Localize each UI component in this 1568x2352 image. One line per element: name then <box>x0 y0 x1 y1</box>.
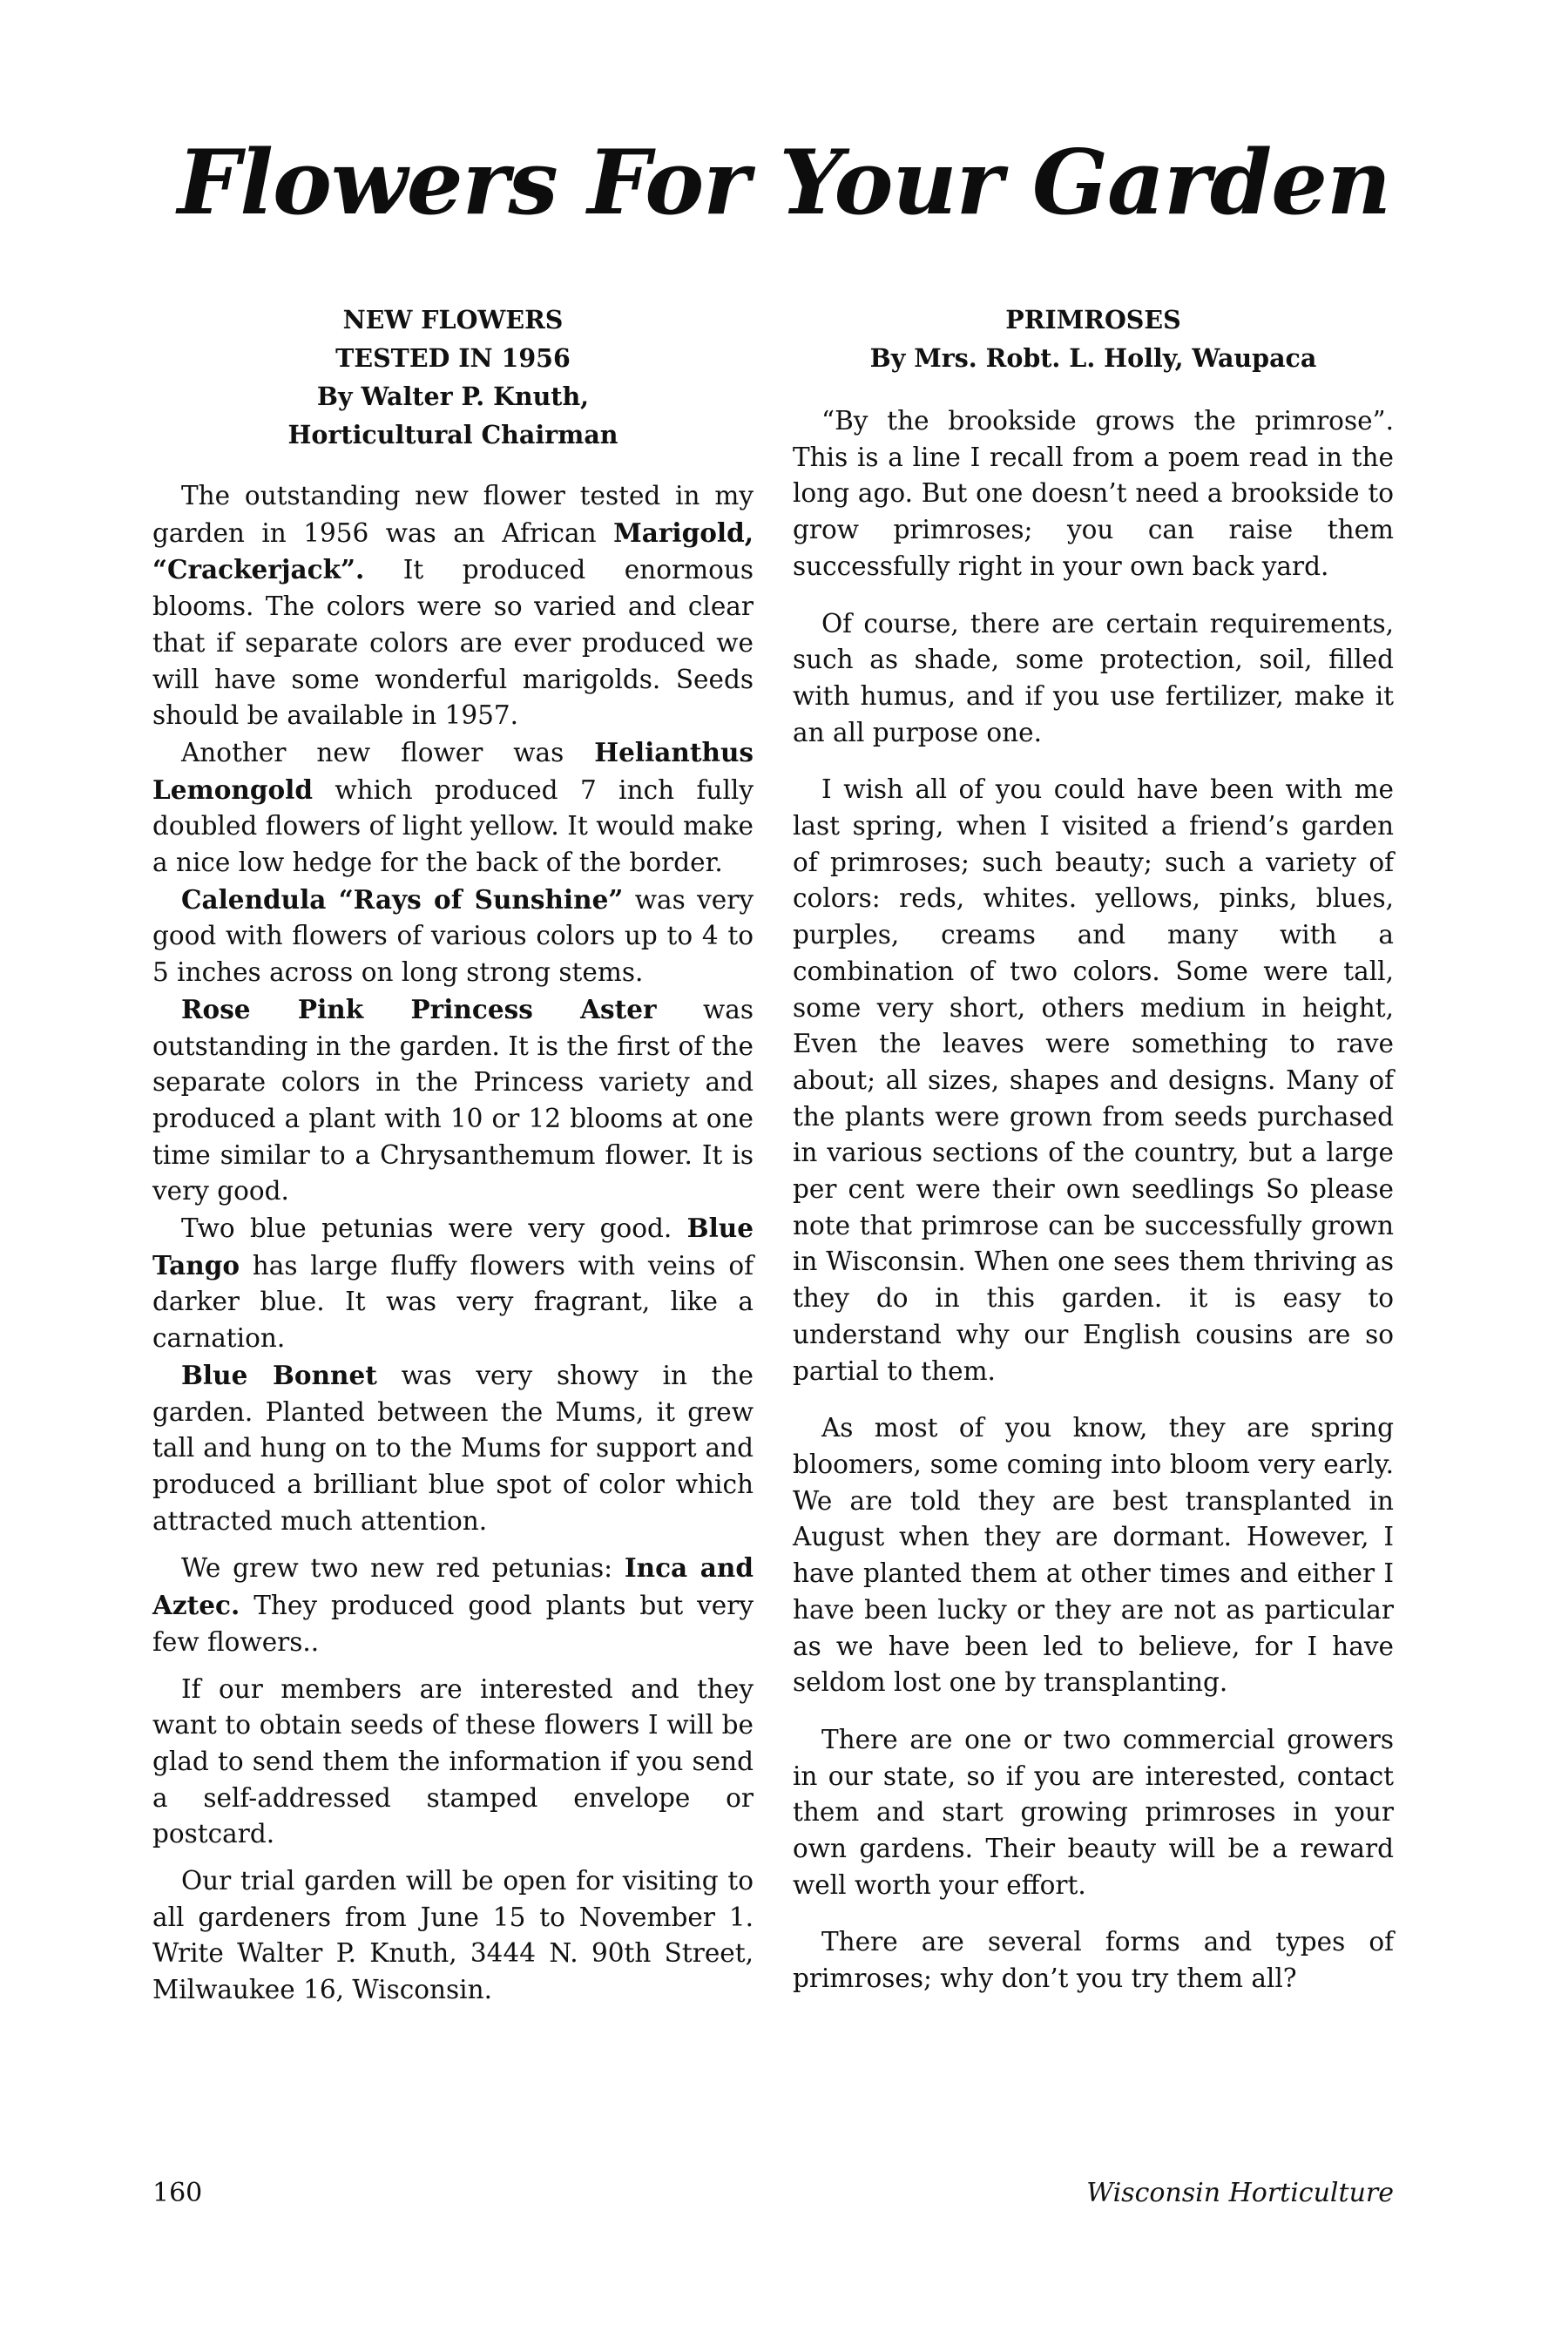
right-byline: By Mrs. Robt. L. Holly, Waupaca <box>869 343 1317 373</box>
bold-blue-bonnet: Blue Bonnet <box>181 1359 377 1390</box>
bold-blue-tango: Blue Tango <box>152 1213 754 1281</box>
left-article-heading <box>152 301 754 454</box>
page-title: Flowers For Your Garden <box>177 131 1391 235</box>
left-paragraph-5: Two blue petunias were very good. Blue Tango has large fluffy flowers with veins of darker blue. It was very fragrant, like a carnation. <box>152 1213 754 1354</box>
left-paragraph-1: The outstanding new flower tested in my garden in 1956 was an African Marigold, “Crackerjack”. It produced enormous blooms. The colors were so varied and clear that if separate colors are ever produced we will have some wonderful marigolds. Seeds should be available in 1957. <box>152 481 754 731</box>
left-paragraph-7: We grew two new red petunias: Inca and Aztec. They produced good plants but very few flowers.. <box>152 1552 754 1657</box>
left-paragraph-8: If our members are interested and they want to obtain seeds of these flowers I will be glad to send them the information if you send a self-addressed stamped envelope or postcard. <box>152 1673 754 1849</box>
bold-inca-aztec: Inca and Aztec. <box>152 1552 754 1621</box>
bold-aster: Rose Pink Princess Aster <box>181 993 657 1024</box>
right-heading: PRIMROSES <box>1005 305 1181 335</box>
left-heading-line2: TESTED IN 1956 <box>335 343 571 373</box>
bold-marigold: Marigold, “Crackerjack”. <box>152 517 754 585</box>
left-author-role: Horticultural Chairman <box>287 420 618 449</box>
left-paragraph-2: Another new flower was Helianthus Lemongold which produced 7 inch fully doubled flowers of light yellow. It would make a nice low hedge for the back of the border. <box>152 736 754 878</box>
right-paragraph-4: As most of you know, they are spring bloomers, some coming into bloom very early. We are told they are best transplanted in August when they are dormant. However, I have planted them at other times and either I have been lucky or they are not as particular as we have been led to believe, for I have seldom lost one by transplanting. <box>793 1413 1394 1698</box>
page-number: 160 <box>152 2178 203 2208</box>
right-paragraph-1: “By the brookside grows the primrose”. This is a line I recall from a poem read in the long ago. But one doesn’t need a brookside to grow primroses; you can raise them successfully right in your own back yard. <box>793 406 1394 581</box>
left-heading-line1: NEW FLOWERS <box>342 305 564 335</box>
right-column-article <box>793 301 1394 1997</box>
left-paragraph-9: Our trial garden will be open for visiting to all gardeners from June 15 to November 1. Write Walter P. Knuth, 3444 N. 90th Street, Milwaukee 16, Wisconsin. <box>152 1866 754 2005</box>
bold-calendula: Calendula “Rays of Sunshine” <box>181 883 624 915</box>
right-article-heading <box>793 301 1394 377</box>
left-byline: By Walter P. Knuth, <box>316 382 590 411</box>
left-paragraph-6: Blue Bonnet was very showy in the garden. Planted between the Mums, it grew tall and hung on to the Mums for support and produced a brilliant blue spot of color which attracted much attention. <box>152 1359 754 1536</box>
right-paragraph-5: There are one or two commercial growers in our state, so if you are interested, contact them and start growing primroses in your own gardens. Their beauty will be a reward well worth your effort. <box>793 1724 1394 1900</box>
left-paragraph-3: Calendula “Rays of Sunshine” was very good with flowers of various colors up to 4 to 5 inches across on long strong stems. <box>152 883 754 988</box>
left-column-article <box>152 301 754 2009</box>
right-paragraph-6: There are several forms and types of primroses; why don’t you try them all? <box>793 1927 1394 1994</box>
bold-helianthus: Helianthus Lemongold <box>152 736 754 805</box>
publication-name: Wisconsin Horticulture <box>1086 2178 1394 2208</box>
right-paragraph-3: I wish all of you could have been with me last spring, when I visited a friend’s garden of primroses; such beauty; such a variety of colors: reds, whites. yellows, pinks, blues, purples, creams and many with a combination of two colors. Some were tall, some very short, others medium in height, Even the leaves were something to rave about; all sizes, shapes and designs. Many of the plants were grown from seeds purchased in various sections of the country, but a large per cent were their own seedlings So please note that primrose can be successfully grown in Wisconsin. When one sees them thriving as they do in this garden. it is easy to understand why our English cousins are so partial to them. <box>793 774 1394 1386</box>
right-paragraph-2: Of course, there are certain requirements, such as shade, some protection, soil, filled with humus, and if you use fertilizer, make it an all purpose one. <box>793 608 1394 747</box>
left-paragraph-4: Rose Pink Princess Aster was outstanding in the garden. It is the first of the separate colors in the Princess variety and produced a plant with 10 or 12 blooms at one time similar to a Chrysanthemum flower. It is very good. <box>152 993 754 1206</box>
